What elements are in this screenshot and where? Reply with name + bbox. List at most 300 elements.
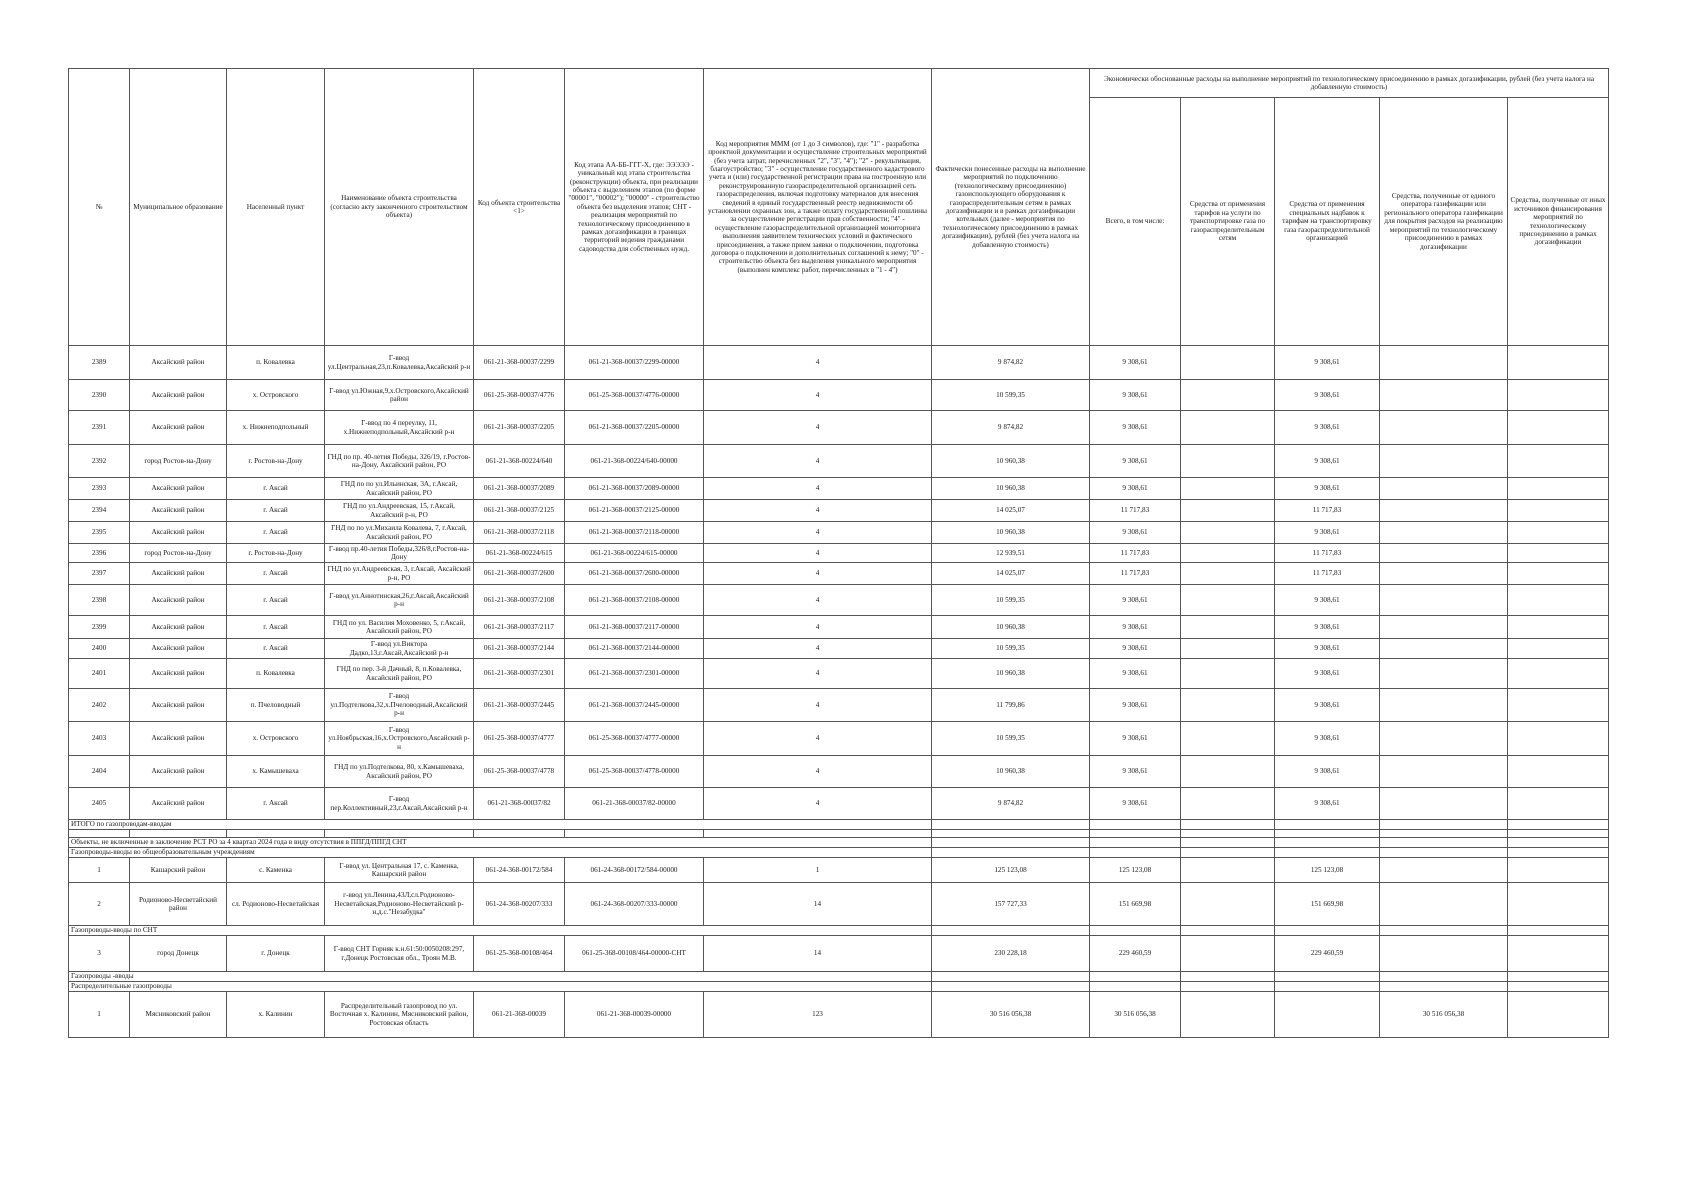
cell-act: 123 — [704, 992, 932, 1038]
header-total: Всего, в том числе: — [1090, 98, 1181, 346]
cell-sur: 9 308,61 — [1275, 411, 1380, 445]
cell-other — [1508, 563, 1609, 585]
cell-empty — [1380, 848, 1508, 858]
cell-fact: 9 874,82 — [932, 788, 1090, 820]
cell-sur: 9 308,61 — [1275, 616, 1380, 639]
cell-fact: 10 960,38 — [932, 445, 1090, 478]
cell-oper — [1380, 411, 1508, 445]
cell-no: 2395 — [69, 522, 130, 544]
header-operator-funds: Средства, полученные от единого оператора газификации или регионального оператора газификации для покрытия расходов на реализацию мероприятий по технологическому присоединению в рамках догазификации — [1380, 98, 1508, 346]
section-distrib — [69, 982, 1609, 992]
cell-mo: Аксайский район — [130, 639, 227, 659]
table-row — [69, 756, 1609, 788]
cell-empty — [932, 982, 1090, 992]
cell-empty — [1508, 982, 1609, 992]
cell-empty — [1275, 972, 1380, 982]
header-object-code: Код объекта строительства <1> — [474, 69, 565, 346]
cell-np: х. Островского — [227, 722, 325, 756]
cell-total: 9 308,61 — [1090, 585, 1181, 616]
cell-obj: 061-21-368-00037/2445 — [474, 689, 565, 722]
cell-empty — [1090, 830, 1181, 838]
cell-empty — [1181, 972, 1275, 982]
cell-oper — [1380, 936, 1508, 972]
cell-fact: 14 025,07 — [932, 500, 1090, 522]
table-row — [69, 500, 1609, 522]
cell-tariff — [1181, 616, 1275, 639]
cell-no: 3 — [69, 936, 130, 972]
cell-oper — [1380, 585, 1508, 616]
cell-oper — [1380, 616, 1508, 639]
cell-empty — [1275, 982, 1380, 992]
cell-tariff — [1181, 478, 1275, 500]
cell-np: г. Аксай — [227, 563, 325, 585]
cell-obj: 061-24-368-00207/333 — [474, 883, 565, 926]
table-row — [69, 858, 1609, 883]
cell-empty — [1275, 830, 1380, 838]
cell-empty — [1090, 820, 1181, 830]
cell-act: 4 — [704, 500, 932, 522]
cell-no: 2397 — [69, 563, 130, 585]
cell-empty — [1380, 838, 1508, 848]
cell-other — [1508, 756, 1609, 788]
cell-other — [1508, 639, 1609, 659]
table-row — [69, 563, 1609, 585]
cell-oper: 30 516 056,38 — [1380, 992, 1508, 1038]
cell-other — [1508, 478, 1609, 500]
cell-np: х. Калинин — [227, 992, 325, 1038]
cell-other — [1508, 788, 1609, 820]
cell-other — [1508, 585, 1609, 616]
cell-other — [1508, 936, 1609, 972]
cell-code: 061-21-368-00037/2089-00000 — [565, 478, 704, 500]
cell-name: ГНД по ул.Андреевская, 15, г.Аксай, Аксайский р-н, РО — [325, 500, 474, 522]
cell-tariff — [1181, 445, 1275, 478]
cell-mo: город Ростов-на-Дону — [130, 445, 227, 478]
cell-empty — [1181, 848, 1275, 858]
cell-no: 2404 — [69, 756, 130, 788]
cell-total: 9 308,61 — [1090, 659, 1181, 689]
cell-fact: 10 960,38 — [932, 616, 1090, 639]
cell-fact: 125 123,08 — [932, 858, 1090, 883]
table-row — [69, 380, 1609, 411]
cell-other — [1508, 411, 1609, 445]
cell-mo: Аксайский район — [130, 380, 227, 411]
cell-np: г. Донецк — [227, 936, 325, 972]
cell-act: 4 — [704, 616, 932, 639]
cell-sur: 151 669,98 — [1275, 883, 1380, 926]
cell-code: 061-21-368-00037/2600-00000 — [565, 563, 704, 585]
cell-np: г. Аксай — [227, 616, 325, 639]
cell-tariff — [1181, 639, 1275, 659]
cell-fact: 10 599,35 — [932, 585, 1090, 616]
header-tariff-transport: Средства от применения тарифов на услуги по транспортировке газа по газораспределительным сетям — [1181, 98, 1275, 346]
cell-obj: 061-25-368-00108/464 — [474, 936, 565, 972]
cell-tariff — [1181, 659, 1275, 689]
cell-obj: 061-21-368-00037/2125 — [474, 500, 565, 522]
cell-np: г. Ростов-на-Дону — [227, 544, 325, 563]
cell-act: 4 — [704, 788, 932, 820]
cell-empty — [69, 830, 130, 838]
cell-tariff — [1181, 722, 1275, 756]
cell-total: 9 308,61 — [1090, 346, 1181, 380]
cell-np: х. Островского — [227, 380, 325, 411]
cell-oper — [1380, 689, 1508, 722]
cell-empty — [932, 830, 1090, 838]
cell-act: 4 — [704, 689, 932, 722]
cell-act: 4 — [704, 478, 932, 500]
cell-np: х. Нижнеподпольный — [227, 411, 325, 445]
cell-no: 2389 — [69, 346, 130, 380]
cell-sur: 9 308,61 — [1275, 756, 1380, 788]
cell-no: 2391 — [69, 411, 130, 445]
cell-sur: 9 308,61 — [1275, 659, 1380, 689]
cell-act: 4 — [704, 445, 932, 478]
cell-sur: 11 717,83 — [1275, 563, 1380, 585]
cell-obj: 061-24-368-00172/584 — [474, 858, 565, 883]
cell-empty — [1090, 972, 1181, 982]
cell-act: 4 — [704, 411, 932, 445]
cell-other — [1508, 500, 1609, 522]
cell-act: 4 — [704, 563, 932, 585]
cell-other — [1508, 616, 1609, 639]
table-row — [69, 585, 1609, 616]
cell-tariff — [1181, 992, 1275, 1038]
cell-mo: Кашарский район — [130, 858, 227, 883]
table-row — [69, 689, 1609, 722]
cell-empty — [1275, 926, 1380, 936]
cell-oper — [1380, 478, 1508, 500]
section-snt — [69, 926, 1609, 936]
cell-oper — [1380, 756, 1508, 788]
cell-empty — [1181, 820, 1275, 830]
cell-name: Г-ввод СНТ Горняк к.н.61:50:0050208:297, г.Донецк Ростовская обл., Троян М.В. — [325, 936, 474, 972]
cell-empty — [474, 830, 565, 838]
cell-other — [1508, 722, 1609, 756]
cell-fact: 12 939,51 — [932, 544, 1090, 563]
cell-sur: 229 460,59 — [1275, 936, 1380, 972]
header-settlement: Населенный пункт — [227, 69, 325, 346]
cell-act: 4 — [704, 585, 932, 616]
cell-obj: 061-21-368-00039 — [474, 992, 565, 1038]
cell-obj: 061-21-368-00224/615 — [474, 544, 565, 563]
cell-no: 2390 — [69, 380, 130, 411]
cell-no: 2401 — [69, 659, 130, 689]
table-header — [69, 69, 1609, 346]
cell-act: 14 — [704, 936, 932, 972]
cell-fact: 14 025,07 — [932, 563, 1090, 585]
cell-no: 1 — [69, 858, 130, 883]
cell-tariff — [1181, 380, 1275, 411]
cell-empty — [932, 820, 1090, 830]
cell-fact: 11 799,86 — [932, 689, 1090, 722]
cell-empty — [1275, 848, 1380, 858]
itogo-row-label: ИТОГО по газопроводам-вводам — [69, 820, 932, 830]
cell-empty — [1275, 820, 1380, 830]
cell-total: 9 308,61 — [1090, 788, 1181, 820]
cell-sur: 125 123,08 — [1275, 858, 1380, 883]
cell-code: 061-21-368-00037/2118-00000 — [565, 522, 704, 544]
cell-empty — [1508, 848, 1609, 858]
cell-empty — [932, 838, 1090, 848]
table-row — [69, 936, 1609, 972]
cell-tariff — [1181, 883, 1275, 926]
cell-tariff — [1181, 689, 1275, 722]
cell-code: 061-21-368-00224/640-00000 — [565, 445, 704, 478]
cell-empty — [1090, 926, 1181, 936]
cell-name: Распределительный газопровод по ул. Восточная х. Калинин, Мясниковский район, Ростовская область — [325, 992, 474, 1038]
cell-name: Г-ввод ул.Аннотинская,26,г.Аксай,Аксайский р-н — [325, 585, 474, 616]
empty-row — [69, 830, 1609, 838]
table-row — [69, 788, 1609, 820]
gasification-table — [68, 68, 1609, 1038]
cell-obj: 061-21-368-00037/82 — [474, 788, 565, 820]
cell-mo: Аксайский район — [130, 478, 227, 500]
table-row — [69, 346, 1609, 380]
cell-total: 11 717,83 — [1090, 500, 1181, 522]
cell-tariff — [1181, 563, 1275, 585]
header-actual-costs: Фактически понесенные расходы на выполнение мероприятий по подключению (технологическому присоединению) газоиспользующего оборудования к газораспределительным сетям в рамках догазификации и в рамках догазификации котельных (далее - мероприятия по технологическому присоединению в рамках догазификации), рублей (без учета налога на добавленную стоимость) — [932, 69, 1090, 346]
cell-fact: 10 599,35 — [932, 380, 1090, 411]
table-row — [69, 522, 1609, 544]
document-sheet — [68, 68, 1608, 1038]
cell-other — [1508, 346, 1609, 380]
cell-total: 9 308,61 — [1090, 639, 1181, 659]
cell-empty — [1181, 982, 1275, 992]
cell-fact: 9 874,82 — [932, 411, 1090, 445]
header-municipality: Муниципальное образование — [130, 69, 227, 346]
cell-total: 11 717,83 — [1090, 544, 1181, 563]
cell-no: 2400 — [69, 639, 130, 659]
cell-empty — [1508, 972, 1609, 982]
itogo-row — [69, 820, 1609, 830]
cell-sur: 9 308,61 — [1275, 522, 1380, 544]
cell-tariff — [1181, 585, 1275, 616]
cell-total: 9 308,61 — [1090, 689, 1181, 722]
cell-act: 4 — [704, 544, 932, 563]
cell-oper — [1380, 722, 1508, 756]
cell-np: г. Аксай — [227, 585, 325, 616]
cell-code: 061-21-368-00037/2299-00000 — [565, 346, 704, 380]
cell-act: 1 — [704, 858, 932, 883]
cell-mo: Аксайский район — [130, 522, 227, 544]
section-not-included-label: Объекты, не включенные в заключение РСТ РО за 4 квартал 2024 года в виду отсутствия в ППГД/ППГД СНТ — [69, 838, 932, 848]
cell-name: Г-ввод ул.Виктора Дадко,13,г.Аксай,Аксайский р-н — [325, 639, 474, 659]
cell-no: 1 — [69, 992, 130, 1038]
cell-empty — [1380, 972, 1508, 982]
cell-np: г. Аксай — [227, 522, 325, 544]
cell-no: 2402 — [69, 689, 130, 722]
header-activity-code: Код мероприятия МММ (от 1 до 3 символов), где: "1" - разработка проектной документации и осуществление строительных мероприятий (без учета затрат, перечисленных "2", "3", "4"); "2" - рекультивация, благоустройство; "3" - осуществление государственного кадастрового учета и (или) государственной регистрации права на построенную или реконструированную газораспределительной организацией сеть газораспределения, включая подготовку материалов для внесения сведений в единый государственный реестр недвижимости об установлении охранных зон, а также оплату государственной пошлины за осуществление регистрации прав собственности; "4" - осуществление газораспределительной организацией мониторинга выполнения заявителем технических условий и фактического присоединения, а также прием заявки о подключении, подготовка договора о подключении и дополнительных соглашений к нему; "0" - строительство объекта без выделения уникального мероприятия (выполнен комплекс работ, перечисленных в "1 - 4") — [704, 69, 932, 346]
cell-mo: Аксайский район — [130, 659, 227, 689]
cell-total: 9 308,61 — [1090, 380, 1181, 411]
cell-other — [1508, 659, 1609, 689]
cell-code: 061-21-368-00037/2301-00000 — [565, 659, 704, 689]
cell-np: х. Камышеваха — [227, 756, 325, 788]
section-edu-label: Газопроводы-вводы во общеобразовательным учреждениям — [69, 848, 932, 858]
cell-no: 2403 — [69, 722, 130, 756]
cell-total: 9 308,61 — [1090, 616, 1181, 639]
cell-code: 061-21-368-00037/2108-00000 — [565, 585, 704, 616]
cell-obj: 061-21-368-00037/2299 — [474, 346, 565, 380]
cell-empty — [1181, 838, 1275, 848]
cell-fact: 10 960,38 — [932, 522, 1090, 544]
cell-code: 061-25-368-00037/4778-00000 — [565, 756, 704, 788]
cell-name: Г-ввод по 4 переулку, 11, х.Нижнеподпольный,Аксайский р-н — [325, 411, 474, 445]
cell-empty — [1508, 820, 1609, 830]
cell-empty — [1090, 838, 1181, 848]
cell-empty — [1380, 820, 1508, 830]
cell-obj: 061-21-368-00037/2205 — [474, 411, 565, 445]
cell-np: г. Аксай — [227, 639, 325, 659]
cell-empty — [1090, 848, 1181, 858]
cell-code: 061-21-368-00039-00000 — [565, 992, 704, 1038]
cell-np: с. Каменка — [227, 858, 325, 883]
cell-no: 2392 — [69, 445, 130, 478]
table-row — [69, 659, 1609, 689]
cell-tariff — [1181, 858, 1275, 883]
cell-mo: Аксайский район — [130, 722, 227, 756]
cell-total: 30 516 056,38 — [1090, 992, 1181, 1038]
cell-oper — [1380, 500, 1508, 522]
cell-fact: 30 516 056,38 — [932, 992, 1090, 1038]
cell-other — [1508, 689, 1609, 722]
cell-np: п. Ковалевка — [227, 659, 325, 689]
cell-other — [1508, 522, 1609, 544]
cell-empty — [1181, 830, 1275, 838]
cell-mo: город Ростов-на-Дону — [130, 544, 227, 563]
cell-sur: 9 308,61 — [1275, 346, 1380, 380]
cell-total: 9 308,61 — [1090, 722, 1181, 756]
cell-code: 061-21-368-00037/2125-00000 — [565, 500, 704, 522]
cell-oper — [1380, 883, 1508, 926]
cell-no: 2394 — [69, 500, 130, 522]
cell-code: 061-21-368-00037/2445-00000 — [565, 689, 704, 722]
cell-no: 2405 — [69, 788, 130, 820]
cell-obj: 061-25-368-00037/4776 — [474, 380, 565, 411]
cell-code: 061-21-368-00224/615-00000 — [565, 544, 704, 563]
cell-sur: 9 308,61 — [1275, 639, 1380, 659]
cell-act: 4 — [704, 346, 932, 380]
cell-mo: Родионово-Несветайский район — [130, 883, 227, 926]
cell-obj: 061-21-368-00037/2301 — [474, 659, 565, 689]
cell-oper — [1380, 659, 1508, 689]
cell-name: Г-ввод ул.Ноябрьская,16,х.Островского,Аксайский р-н — [325, 722, 474, 756]
cell-obj: 061-21-368-00224/640 — [474, 445, 565, 478]
cell-total: 9 308,61 — [1090, 411, 1181, 445]
cell-fact: 10 960,38 — [932, 756, 1090, 788]
cell-sur: 11 717,83 — [1275, 544, 1380, 563]
cell-fact: 10 960,38 — [932, 659, 1090, 689]
cell-mo: Аксайский район — [130, 346, 227, 380]
cell-tariff — [1181, 346, 1275, 380]
cell-name: ГНД по по ул.Михаила Ковалева, 7, г.Аксай, Аксайский район, РО — [325, 522, 474, 544]
cell-other — [1508, 544, 1609, 563]
cell-name: ГНД по пер. 3-й Дачный, 8, п.Ковалевка, Аксайский район, РО — [325, 659, 474, 689]
cell-name: Г-ввод пр.40-летия Победы,326/8,г.Ростов-на-Дону — [325, 544, 474, 563]
cell-empty — [1181, 926, 1275, 936]
cell-act: 4 — [704, 639, 932, 659]
cell-total: 151 669,98 — [1090, 883, 1181, 926]
cell-np: г. Ростов-на-Дону — [227, 445, 325, 478]
cell-fact: 10 599,35 — [932, 722, 1090, 756]
cell-act: 4 — [704, 380, 932, 411]
cell-name: ГНД по ул.Подтелкова, 80, х.Камышеваха, Аксайский район, РО — [325, 756, 474, 788]
header-special-surcharge: Средства от применения специальных надбавок к тарифам на транспортировку газа газораспределительной организацией — [1275, 98, 1380, 346]
cell-other — [1508, 445, 1609, 478]
cell-fact: 9 874,82 — [932, 346, 1090, 380]
header-other-sources: Средства, полученные от иных источников финансирования мероприятий по технологическому присоединению в рамках догазификации — [1508, 98, 1609, 346]
cell-empty — [1090, 982, 1181, 992]
table-row — [69, 411, 1609, 445]
cell-total: 9 308,61 — [1090, 478, 1181, 500]
cell-tariff — [1181, 756, 1275, 788]
cell-name: ГНД по ул. Василия Моховенко, 5, г.Аксай, Аксайский район, РО — [325, 616, 474, 639]
cell-sur: 9 308,61 — [1275, 380, 1380, 411]
cell-obj: 061-21-368-00037/2118 — [474, 522, 565, 544]
cell-other — [1508, 883, 1609, 926]
cell-mo: Мясниковский район — [130, 992, 227, 1038]
cell-no: 2398 — [69, 585, 130, 616]
cell-fact: 10 960,38 — [932, 478, 1090, 500]
cell-name: ГНД по ул.Андреевская, 3, г.Аксай, Аксайский р-н, РО — [325, 563, 474, 585]
cell-fact: 230 228,18 — [932, 936, 1090, 972]
cell-name: Г-ввод ул.Южная,9,х.Островского,Аксайский район — [325, 380, 474, 411]
cell-mo: Аксайский район — [130, 616, 227, 639]
header-no: № — [69, 69, 130, 346]
cell-empty — [1380, 830, 1508, 838]
cell-other — [1508, 858, 1609, 883]
cell-np: г. Аксай — [227, 788, 325, 820]
cell-mo: Аксайский район — [130, 788, 227, 820]
cell-total: 229 460,59 — [1090, 936, 1181, 972]
cell-sur: 9 308,61 — [1275, 478, 1380, 500]
cell-no: 2 — [69, 883, 130, 926]
cell-tariff — [1181, 522, 1275, 544]
cell-no: 2393 — [69, 478, 130, 500]
cell-sur: 9 308,61 — [1275, 788, 1380, 820]
cell-total: 9 308,61 — [1090, 756, 1181, 788]
cell-obj: 061-21-368-00037/2600 — [474, 563, 565, 585]
cell-obj: 061-21-368-00037/2089 — [474, 478, 565, 500]
table-row — [69, 883, 1609, 926]
cell-empty — [932, 848, 1090, 858]
table-row — [69, 722, 1609, 756]
cell-obj: 061-21-368-00037/2144 — [474, 639, 565, 659]
cell-sur — [1275, 992, 1380, 1038]
cell-empty — [932, 972, 1090, 982]
table-row — [69, 616, 1609, 639]
cell-empty — [1275, 838, 1380, 848]
cell-oper — [1380, 544, 1508, 563]
cell-obj: 061-21-368-00037/2117 — [474, 616, 565, 639]
cell-np: г. Аксай — [227, 478, 325, 500]
cell-mo: Аксайский район — [130, 411, 227, 445]
cell-total: 11 717,83 — [1090, 563, 1181, 585]
cell-code: 061-21-368-00037/2144-00000 — [565, 639, 704, 659]
cell-empty — [227, 830, 325, 838]
cell-np: г. Аксай — [227, 500, 325, 522]
cell-mo: Аксайский район — [130, 585, 227, 616]
cell-tariff — [1181, 411, 1275, 445]
cell-sur: 9 308,61 — [1275, 689, 1380, 722]
section-vvody-label: Газопроводы -вводы — [69, 972, 932, 982]
cell-tariff — [1181, 544, 1275, 563]
cell-oper — [1380, 788, 1508, 820]
cell-empty — [130, 830, 227, 838]
cell-empty — [1508, 838, 1609, 848]
cell-oper — [1380, 858, 1508, 883]
table-row — [69, 445, 1609, 478]
